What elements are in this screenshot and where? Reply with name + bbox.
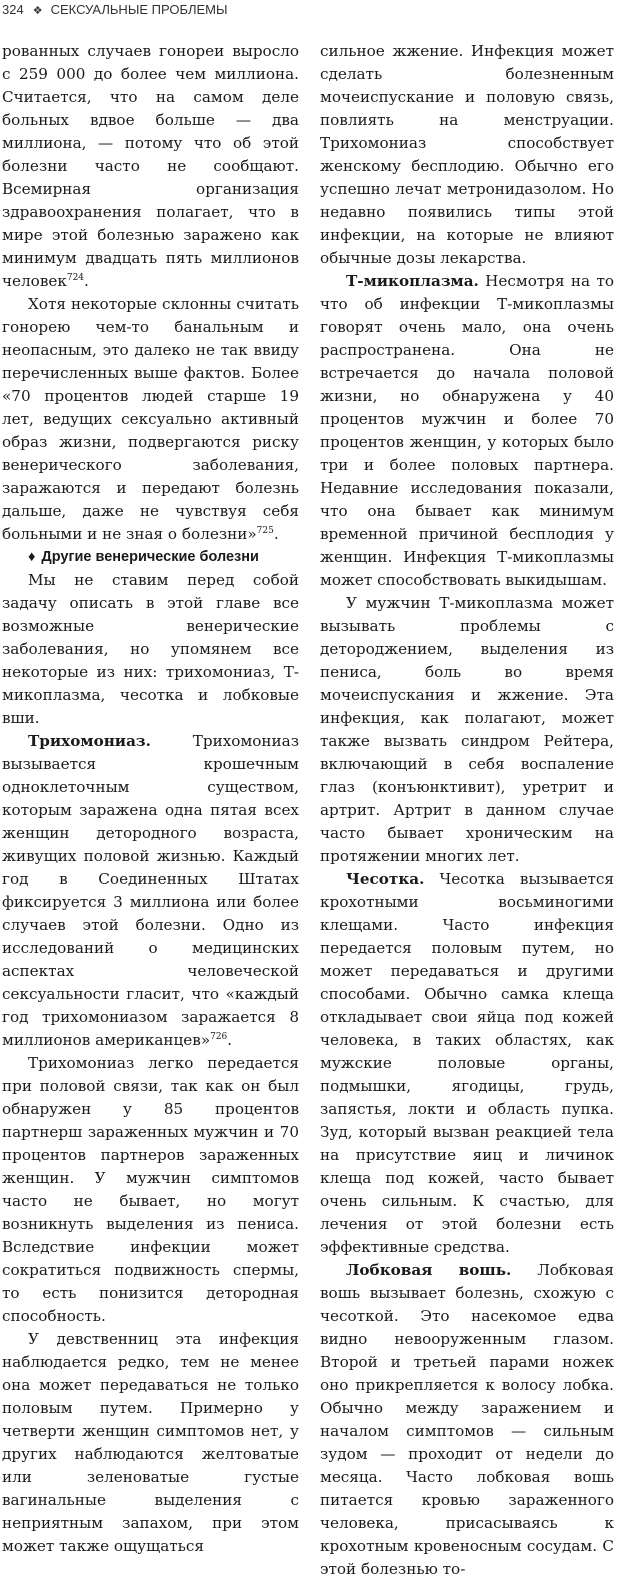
paragraph: [2, 40, 299, 293]
paragraph: [2, 293, 299, 546]
right-column: [320, 40, 614, 1581]
footnote-ref: 726: [210, 1031, 228, 1042]
paragraph-text: Трихомониаз вызывается крошечным одноклеточным существом, которым заражена одна пятая всех женщин детородного возраста, живущих половой жизнью. Каждый год в Соединенных Штатах фиксируется 3 миллиона или более случаев этой болезни. Одно из исследований о медицинских аспектах человеческой сексуальности гласит, что «каждый год трихомониазом заражается 8 миллионов американцев»: [2, 732, 299, 1049]
paragraph-text: Лобковая вошь вызывает болезнь, схожую с чесоткой. Это насекомое едва видно невооруженным глазом. Второй и третьей парами ножек оно прикрепляется к волосу лобка. Обычно между заражением и началом симптомов — сильным зудом — проходит от недели до месяца. Часто лобковая вошь питается кровью зараженного человека, присасываясь к крохотным кровеносным сосудам. С этой болезнью то-: [320, 1261, 614, 1578]
paragraph: Мы не ставим перед собой задачу описать в этой главе все возможные венерические заболевания, но упомянем все некоторые из них: трихомониаз, Т-микоплазма, чесотка и лобковые вши.: [2, 571, 299, 727]
footnote-ref: 725: [256, 525, 274, 536]
paragraph-text: Хотя некоторые склонны считать гонорею чем-то банальным и неопасным, это далеко не так ввиду перечисленных выше фактов. Более «70 процентов людей старше 19 лет, ведущих сексуально активный образ жизни, подвергаются риску венерического заболевания, заражаются и передают болезнь дальше, даже не чувствуя себя больными и не зная о болезни»: [2, 295, 299, 543]
left-column: [2, 40, 299, 1558]
running-header: [2, 1, 228, 19]
running-title: СЕКСУАЛЬНЫЕ ПРОБЛЕМЫ: [50, 2, 228, 17]
section-heading: [2, 546, 299, 569]
diamond-bullet-icon: ♦: [28, 549, 36, 565]
footnote-ref: 724: [66, 272, 85, 283]
paragraph-text: Чесотка вызывается крохотными восьминогими клещами. Часто инфекция передается половым путем, но может передаваться и другими способами. Обычно самка клеща откладывает свои яйца под кожей человека, в таких областях, как мужские половые органы, подмышки, ягодицы, грудь, запястья, локти и область пупка. Зуд, который вызван реакцией тела на присутствие яиц и личинок клеща под кожей, часто бывает очень сильным. К счастью, для лечения от этой болезни есть эффективные средства.: [320, 870, 614, 1256]
paragraph-end: .: [84, 272, 89, 290]
page-number: 324: [2, 2, 24, 17]
paragraph: Трихомониаз легко передается при половой связи, так как он был обнаружен у 85 процентов партнерш зараженных мужчин и 70 процентов партнеров зараженных женщин. У мужчин симптомов часто не бывает, но могут возникнуть выделения из пениса. Вследствие инфекции может сократиться подвижность спермы, то есть понизится детородная способность.: [2, 1054, 299, 1325]
paragraph-text: Несмотря на то что об инфекции Т-микоплазмы говорят очень мало, она очень распространена. Она не встречается до начала половой жизни, но обнаружена у 40 процентов мужчин и более 70 процентов женщин, у которых было три и более половых партнера. Недавние исследования показали, что она бывает как минимум временной причиной бесплодия у женщин. Инфекция Т-микоплазмы может способствовать выкидышам.: [320, 272, 614, 589]
paragraph: [2, 730, 299, 1052]
section-heading-text: Другие венерические болезни: [41, 549, 259, 565]
paragraph: [320, 270, 614, 592]
term: Лобковая вошь.: [346, 1261, 512, 1279]
ornament-icon: ❖: [32, 5, 43, 17]
paragraph: [320, 1259, 614, 1581]
term: Т-микоплазма.: [346, 272, 479, 290]
paragraph-end: .: [227, 1031, 233, 1049]
term: Чесотка.: [346, 870, 425, 888]
paragraph: У девственниц эта инфекция наблюдается редко, тем не менее она может передаваться не только половым путем. Примерно у четверти женщин симптомов нет, у других наблюдаются желтоватые или зеленоватые густые вагинальные выделения с неприятным запахом, при этом может также ощущаться: [2, 1330, 299, 1555]
paragraph: У мужчин Т-микоплазма может вызывать проблемы с детороджением, выделения из пениса, боль во время мочеиспускания и жжение. Эта инфекция, как полагают, может также вызвать синдром Рейтера, включающий в себя воспаление глаз (конъюнктивит), уретрит и артрит. Артрит в данном случае часто бывает хроническим на протяжении многих лет.: [320, 594, 614, 865]
term: Трихомониаз.: [28, 732, 151, 750]
paragraph: сильное жжение. Инфекция может сделать болезненным мочеиспускание и половую связь, повлиять на менструации. Трихомониаз способствует женскому бесплодию. Обычно его успешно лечат метронидазолом. Но недавно появились типы этой инфекции, на которые не влияют обычные дозы лекарства.: [320, 42, 614, 267]
paragraph: [320, 868, 614, 1259]
paragraph-end: .: [273, 525, 279, 543]
paragraph-text: рованных случаев гонореи выросло с 259 000 до более чем миллиона. Считается, что на самом деле больных вдвое больше — два миллиона, — потому что об этой болезни часто не сообщают. Всемирная организация здравоохранения полагает, что в мире этой болезнью заражено как минимум двадцать пять миллионов человек: [2, 42, 299, 290]
